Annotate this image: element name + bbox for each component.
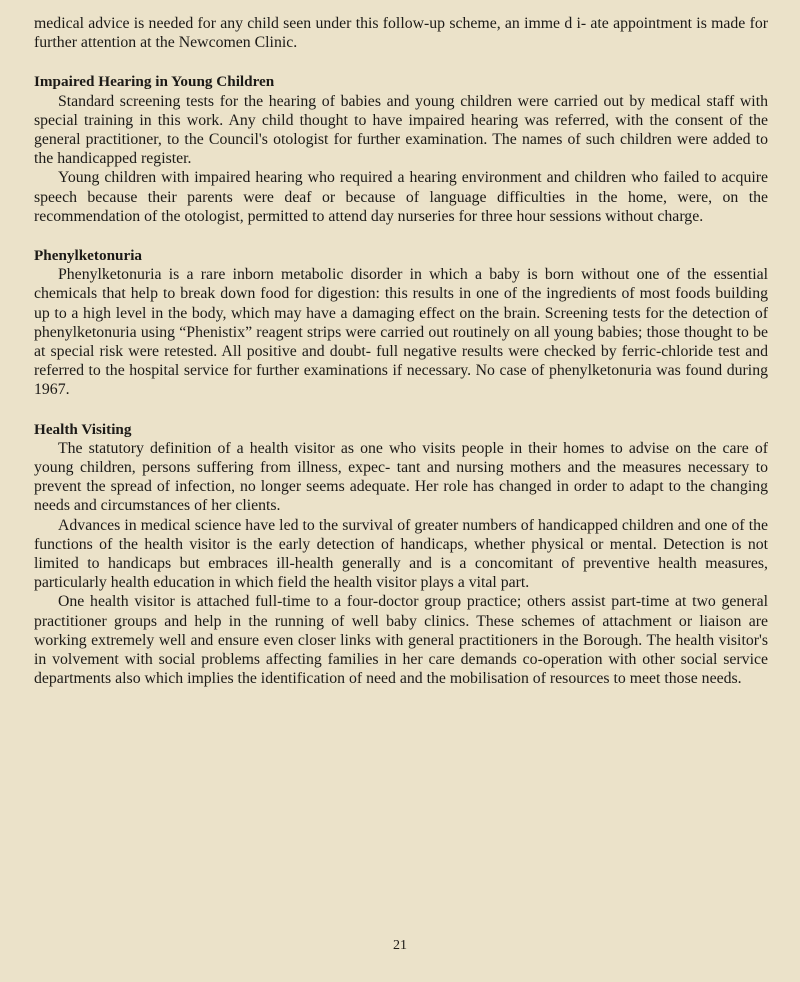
paragraph-health-visitor-definition: The statutory definition of a health visitor as one who visits people in their homes to advise on the care of young children, persons suffering from illness, expec- tant and nursing mothers and the measures necessary to prevent the spread of infection, no longer seems adequate. Her role has changed in order to adapt to the changing needs and circumstances of her clients. — [34, 439, 768, 515]
heading-health-visiting: Health Visiting — [34, 420, 132, 438]
paragraph-phenylketonuria: Phenylketonuria is a rare inborn metabolic disorder in which a baby is born without one of the essential chemicals that help to break down food for digestion: this results in one of the ingredients of most foods building up to a high level in the body, which may have a damaging effect on the brain. Screening tests for the detection of phenylketonuria using “Phenistix” reagent strips were carried out routinely on all young babies; those thought to be at special risk were retested. All positive and doubt- full negative results were checked by ferric-chloride test and referred to the hospital service for further examinations if necessary. No case of phenylketonuria was found during 1967. — [34, 266, 768, 399]
opening-paragraph: medical advice is needed for any child seen under this follow-up scheme, an imme d i- ate appointment is made for further attention at the Newcomen Clinic. — [34, 15, 768, 52]
page-number: 21 — [393, 938, 407, 953]
paragraph-hearing-screening: Standard screening tests for the hearing of babies and young children were carried out by medical staff with special training in this work. Any child thought to have impaired hearing was referred, with the consent of the general practitioner, to the Council's otologist for further examination. The names of such children were added to the handicapped register. — [34, 92, 768, 168]
heading-phenylketonuria: Phenylketonuria — [34, 247, 143, 265]
paragraph-health-visitor-attachment: One health visitor is attached full-time to a four-doctor group practice; others assist part-time at two general practitioner groups and help in the running of well baby clinics. These schemes of attachment or liaison are working extremely well and ensure even closer links with general practitioners in the Borough. The health visitor's in volvement with social problems affecting families in her care demands co-operation with other social service departments also which implies the identification of need and the mobilisation of resources to meet those needs. — [34, 593, 768, 688]
paragraph-hearing-day-nurseries: Young children with impaired hearing who required a hearing environment and children who failed to acquire speech because their parents were deaf or because of language difficulties in the home, were, on the recommendation of the otologist, permitted to attend day nurseries for three hour sessions without charge. — [34, 169, 768, 225]
document-page — [34, 14, 768, 689]
paragraph-health-visitor-handicaps: Advances in medical science have led to the survival of greater numbers of handicapped children and one of the functions of the health visitor is the early detection of handicaps, whether physical or mental. Detection is not limited to handicaps but embraces ill-health generally and is a concomitant of preventive health measures, particularly health education in which field the health visitor plays a vital part. — [34, 516, 768, 592]
heading-impaired-hearing: Impaired Hearing in Young Children — [34, 73, 275, 91]
